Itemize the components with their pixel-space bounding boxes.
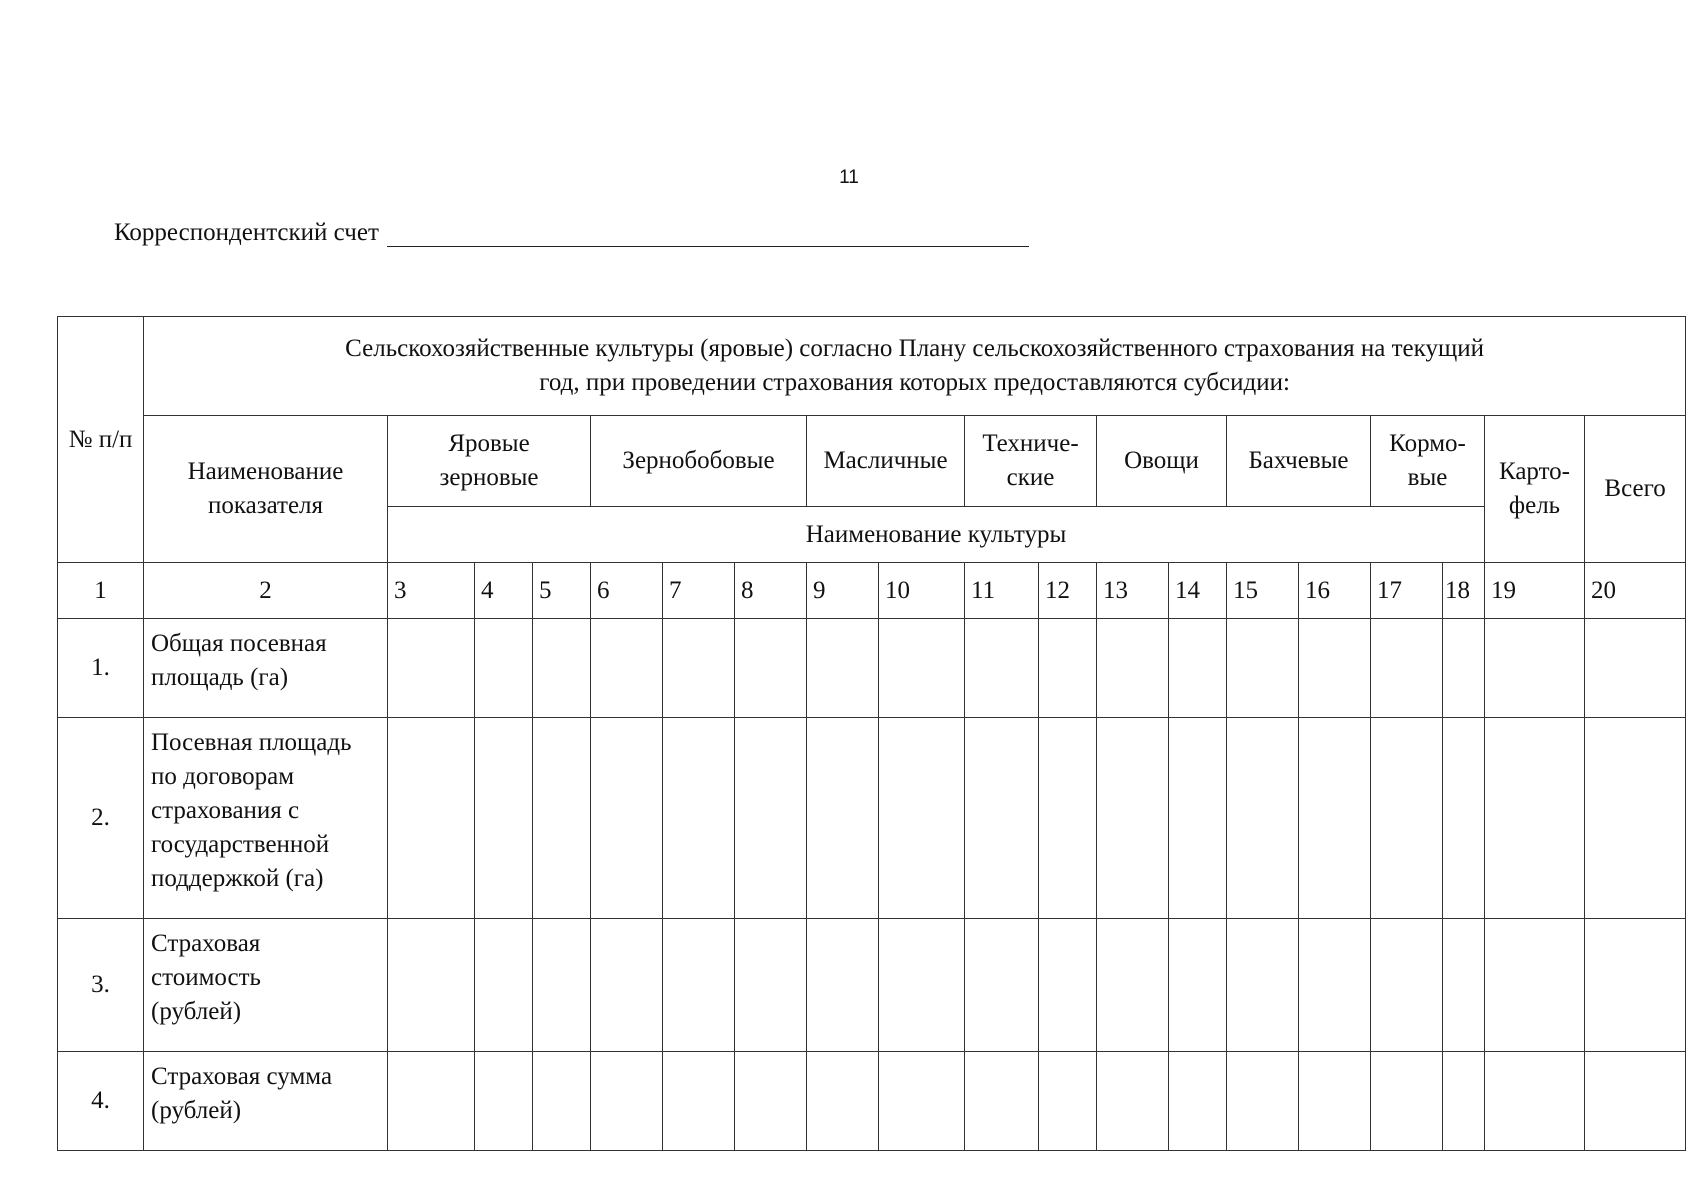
correspondent-account-blank[interactable] [387,218,1029,247]
data-cell[interactable] [879,619,965,718]
data-cell[interactable] [965,619,1039,718]
data-cell[interactable] [1485,1052,1585,1151]
column-number: 15 [1227,563,1299,619]
correspondent-account-label: Корреспондентский счет [114,219,379,246]
data-cell[interactable] [591,1052,663,1151]
column-number: 14 [1169,563,1227,619]
table-row [58,1052,1686,1151]
data-cell[interactable] [1039,619,1097,718]
data-cell[interactable] [1299,718,1371,919]
indicator-name: Страховая сумма (рублей) [144,1052,388,1151]
data-cell[interactable] [879,718,965,919]
data-cell[interactable] [1169,619,1227,718]
data-cell[interactable] [735,619,807,718]
data-cell[interactable] [1039,919,1097,1052]
data-cell[interactable] [1585,718,1686,919]
data-cell[interactable] [475,718,533,919]
row-number-header: № п/п [58,317,144,563]
data-cell[interactable] [475,1052,533,1151]
column-number: 1 [58,563,144,619]
data-cell[interactable] [1443,619,1485,718]
column-number: 11 [965,563,1039,619]
indicator-name: Общая посевная площадь (га) [144,619,388,718]
table-row [58,919,1686,1052]
data-cell[interactable] [1485,718,1585,919]
data-cell[interactable] [965,1052,1039,1151]
column-number: 18 [1443,563,1485,619]
data-cell[interactable] [533,1052,591,1151]
column-number: 13 [1097,563,1169,619]
data-cell[interactable] [1097,919,1169,1052]
data-cell[interactable] [533,619,591,718]
column-number: 16 [1299,563,1371,619]
indicator-name: Посевная площадь по договорам страхования с государственной поддержкой (га) [144,718,388,919]
data-cell[interactable] [1485,619,1585,718]
data-cell[interactable] [1371,619,1443,718]
data-cell[interactable] [1169,919,1227,1052]
group-oilseeds: Масличные [807,416,965,507]
table-row [58,619,1686,718]
group-legumes: Зернобобовые [591,416,807,507]
data-cell[interactable] [1227,718,1299,919]
data-cell[interactable] [475,919,533,1052]
data-cell[interactable] [735,718,807,919]
data-cell[interactable] [1299,1052,1371,1151]
data-cell[interactable] [1443,1052,1485,1151]
data-cell[interactable] [735,1052,807,1151]
column-number: 7 [663,563,735,619]
data-cell[interactable] [533,919,591,1052]
column-number: 12 [1039,563,1097,619]
data-cell[interactable] [1585,1052,1686,1151]
row-number: 3. [58,919,144,1052]
data-cell[interactable] [807,1052,879,1151]
data-cell[interactable] [735,919,807,1052]
table-title-line-2: год, при проведении страхования которых предоставляются субсидии: [539,369,1290,396]
column-number: 19 [1485,563,1585,619]
table-row [58,718,1686,919]
group-forage: Кормо- вые [1371,416,1485,507]
column-number-row [58,563,1686,619]
data-cell[interactable] [879,919,965,1052]
data-cell[interactable] [1371,919,1443,1052]
data-cell[interactable] [1097,1052,1169,1151]
data-cell[interactable] [1299,919,1371,1052]
data-cell[interactable] [965,718,1039,919]
group-potatoes: Карто- фель [1485,416,1585,563]
data-cell[interactable] [663,1052,735,1151]
row-number: 2. [58,718,144,919]
indicator-name: Страховая стоимость (рублей) [144,919,388,1052]
data-cell[interactable] [1169,718,1227,919]
row-number: 1. [58,619,144,718]
column-number: 10 [879,563,965,619]
data-cell[interactable] [1299,619,1371,718]
column-number: 5 [533,563,591,619]
data-cell[interactable] [1227,1052,1299,1151]
data-cell[interactable] [1097,619,1169,718]
data-cell[interactable] [965,919,1039,1052]
table-title-line-1: Сельскохозяйственные культуры (яровые) согласно Плану сельскохозяйственного страхования на текущий [345,335,1484,362]
column-number: 4 [475,563,533,619]
data-cell[interactable] [1097,718,1169,919]
data-cell[interactable] [388,718,475,919]
column-number: 2 [144,563,388,619]
indicator-header: Наименование показателя [144,416,388,563]
data-cell[interactable] [1443,718,1485,919]
group-vegetables: Овощи [1097,416,1227,507]
data-cell[interactable] [807,619,879,718]
data-cell[interactable] [1039,718,1097,919]
insurance-subsidy-table [57,316,1686,1151]
data-cell[interactable] [807,919,879,1052]
column-number: 20 [1585,563,1686,619]
data-cell[interactable] [591,718,663,919]
data-cell[interactable] [1485,919,1585,1052]
data-cell[interactable] [1585,619,1686,718]
data-cell[interactable] [807,718,879,919]
group-technical: Техниче- ские [965,416,1097,507]
column-number: 9 [807,563,879,619]
group-total: Всего [1585,416,1686,563]
data-cell[interactable] [1443,919,1485,1052]
data-cell[interactable] [1371,718,1443,919]
data-cell[interactable] [879,1052,965,1151]
culture-name-header: Наименование культуры [388,507,1485,563]
data-cell[interactable] [663,718,735,919]
data-cell[interactable] [663,619,735,718]
data-cell[interactable] [591,919,663,1052]
column-number: 3 [388,563,475,619]
data-cell[interactable] [591,619,663,718]
data-cell[interactable] [663,919,735,1052]
data-cell[interactable] [1227,919,1299,1052]
data-cell[interactable] [475,619,533,718]
table-title [144,317,1686,416]
page-number: 11 [839,167,859,188]
data-cell[interactable] [1227,619,1299,718]
row-number: 4. [58,1052,144,1151]
correspondent-account-line [114,218,1029,247]
column-number: 8 [735,563,807,619]
data-cell[interactable] [388,919,475,1052]
group-spring-grains: Яровые зерновые [388,416,591,507]
data-cell[interactable] [1371,1052,1443,1151]
column-number: 17 [1371,563,1443,619]
data-cell[interactable] [1585,919,1686,1052]
group-melons: Бахчевые [1227,416,1371,507]
data-cell[interactable] [1039,1052,1097,1151]
data-cell[interactable] [388,1052,475,1151]
data-cell[interactable] [388,619,475,718]
data-cell[interactable] [533,718,591,919]
data-cell[interactable] [1169,1052,1227,1151]
column-number: 6 [591,563,663,619]
